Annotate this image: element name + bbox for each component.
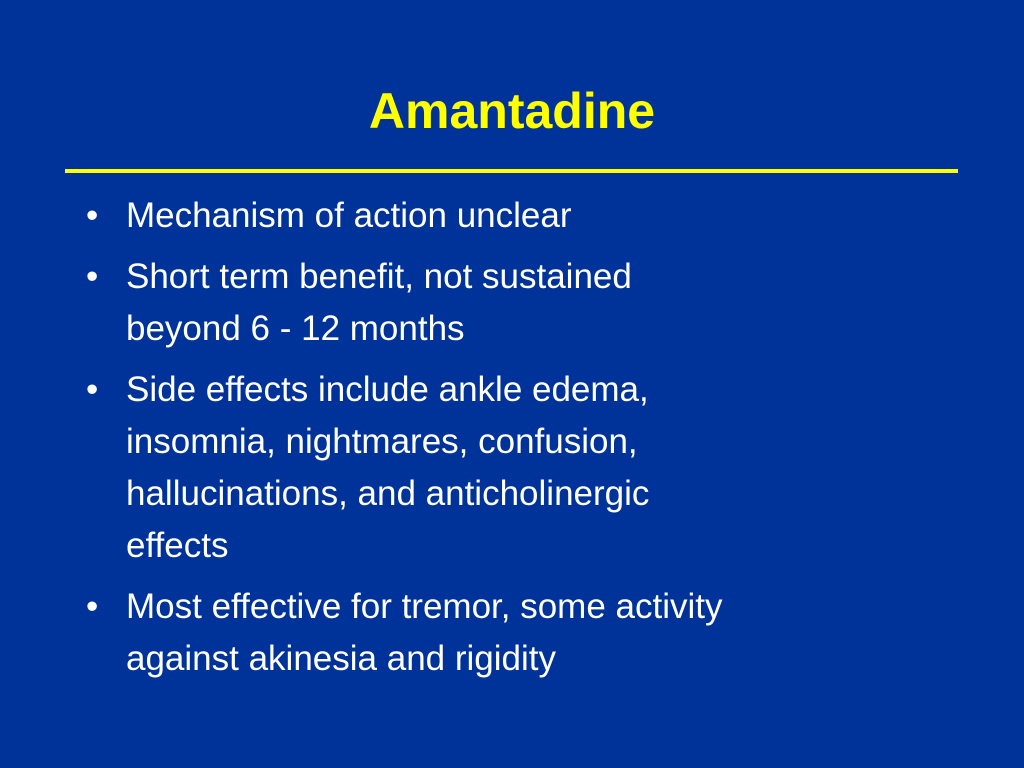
bullet-text-line: Side effects include ankle edema, bbox=[126, 370, 649, 409]
bullet-text-line: against akinesia and rigidity bbox=[126, 639, 556, 678]
bullet-text-line: beyond 6 - 12 months bbox=[126, 309, 465, 348]
bullet-dot-icon: • bbox=[86, 196, 99, 235]
bullet-text-line: Most effective for tremor, some activity bbox=[126, 587, 723, 626]
title-underline bbox=[65, 169, 958, 173]
slide-title: Amantadine bbox=[368, 83, 656, 139]
bullet-item bbox=[0, 190, 1024, 242]
bullet-item bbox=[0, 364, 1024, 572]
bullet-item bbox=[0, 251, 1024, 355]
bullet-dot-icon: • bbox=[86, 587, 99, 626]
bullet-dot-icon: • bbox=[86, 370, 99, 409]
bullet-text-line: Short term benefit, not sustained bbox=[126, 257, 632, 296]
bullet-item bbox=[0, 581, 1024, 685]
bullet-text-line: Mechanism of action unclear bbox=[126, 196, 572, 235]
bullet-text-line: effects bbox=[126, 526, 229, 565]
bullet-text-line: insomnia, nightmares, confusion, bbox=[126, 422, 638, 461]
bullet-text-line: hallucinations, and anticholinergic bbox=[126, 474, 650, 513]
bullet-list bbox=[0, 190, 1024, 694]
bullet-dot-icon: • bbox=[86, 257, 99, 296]
